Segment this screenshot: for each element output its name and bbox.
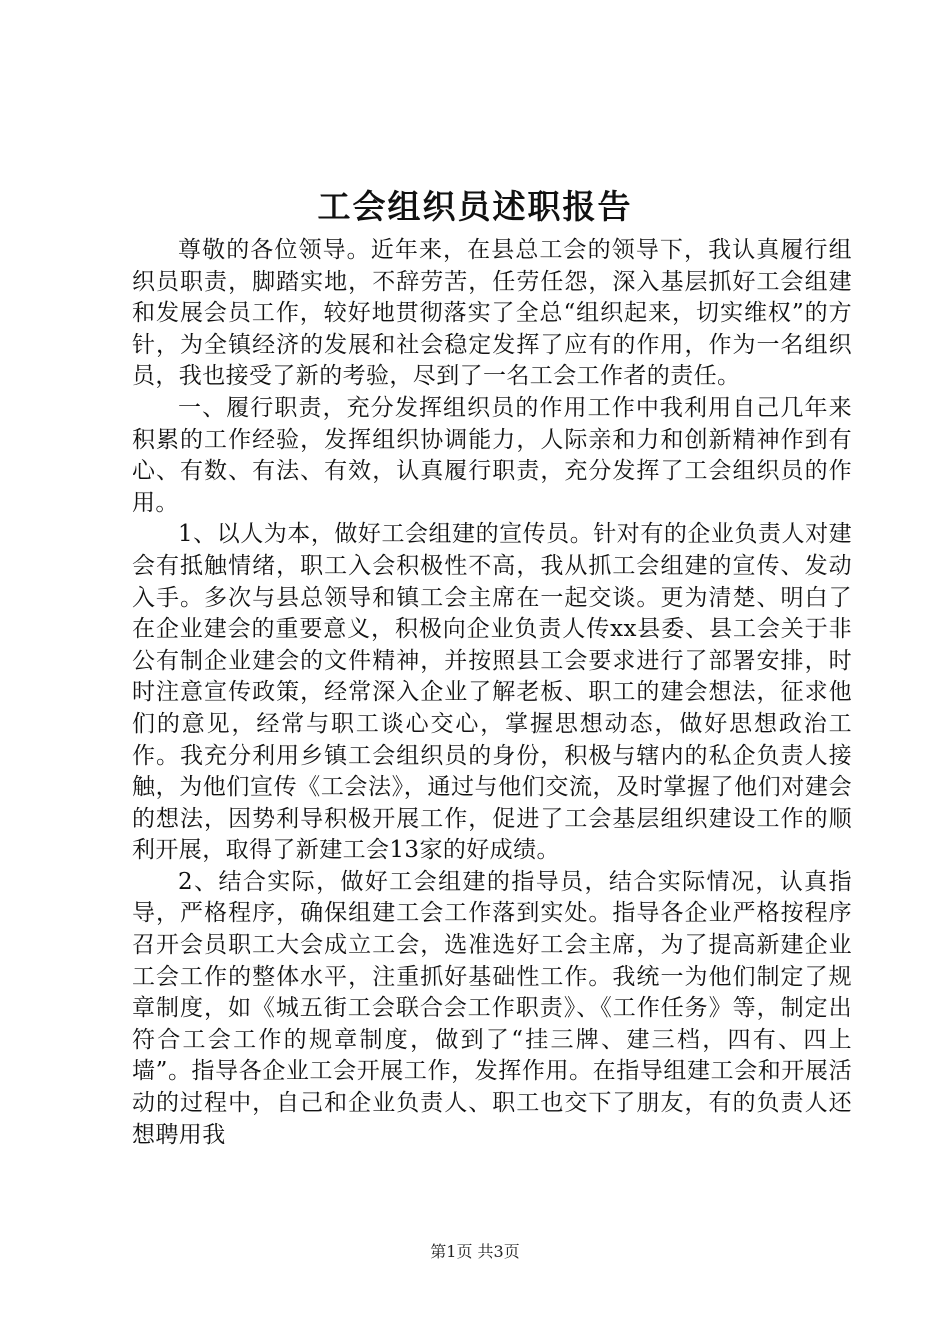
paragraph-section-one: 一、履行职责，充分发挥组织员的作用工作中我利用自己几年来积累的工作经验，发挥组织协调能力，人际亲和力和创新精神作到有心、有数、有法、有效，认真履行职责，充分发挥了工会组织员的作用。: [132, 394, 852, 516]
paragraph-item-one: 1、以人为本，做好工会组建的宣传员。针对有的企业负责人对建会有抵触情绪，职工入会积极性不高，我从抓工会组建的宣传、发动入手。多次与县总领导和镇工会主席在一起交谈。更为清楚、明白了在企业建会的重要意义，积极向企业负责人传xx县委、县工会关于非公有制企业建会的文件精神，并按照县工会要求进行了部署安排，时时注意宣传政策，经常深入企业了解老板、职工的建会想法，征求他们的意见，经常与职工谈心交心，掌握思想动态，做好思想政治工作。我充分利用乡镇工会组织员的身份，积极与辖内的私企负责人接触，为他们宣传《工会法》，通过与他们交流，及时掌握了他们对建会的想法，因势利导积极开展工作，促进了工会基层组织建设工作的顺利开展，取得了新建工会13家的好成绩。: [132, 521, 852, 864]
document-body: [132, 235, 852, 1151]
paragraph-greeting: 尊敬的各位领导。近年来，在县总工会的领导下，我认真履行组织员职责，脚踏实地，不辞劳苦，任劳任怨，深入基层抓好工会组建和发展会员工作，较好地贯彻落实了全总“组织起来，切实维权”的方针，为全镇经济的发展和社会稳定发挥了应有的作用，作为一名组织员，我也接受了新的考验，尽到了一名工会工作者的责任。: [132, 237, 852, 390]
paragraph-item-two: 2、结合实际，做好工会组建的指导员，结合实际情况，认真指导，严格程序，确保组建工会工作落到实处。指导各企业严格按程序召开会员职工大会成立工会，选准选好工会主席，为了提高新建企业工会工作的整体水平，注重抓好基础性工作。我统一为他们制定了规章制度，如《城五街工会联合会工作职责》、《工作任务》等，制定出符合工会工作的规章制度，做到了“挂三牌、建三档，四有、四上墙”。指导各企业工会开展工作，发挥作用。在指导组建工会和开展活动的过程中，自己和企业负责人、职工也交下了朋友，有的负责人还想聘用我: [132, 868, 852, 1148]
document-title: 工会组织员述职报告: [317, 187, 633, 226]
page-number-footer: 第1页 共3页: [430, 1242, 520, 1261]
